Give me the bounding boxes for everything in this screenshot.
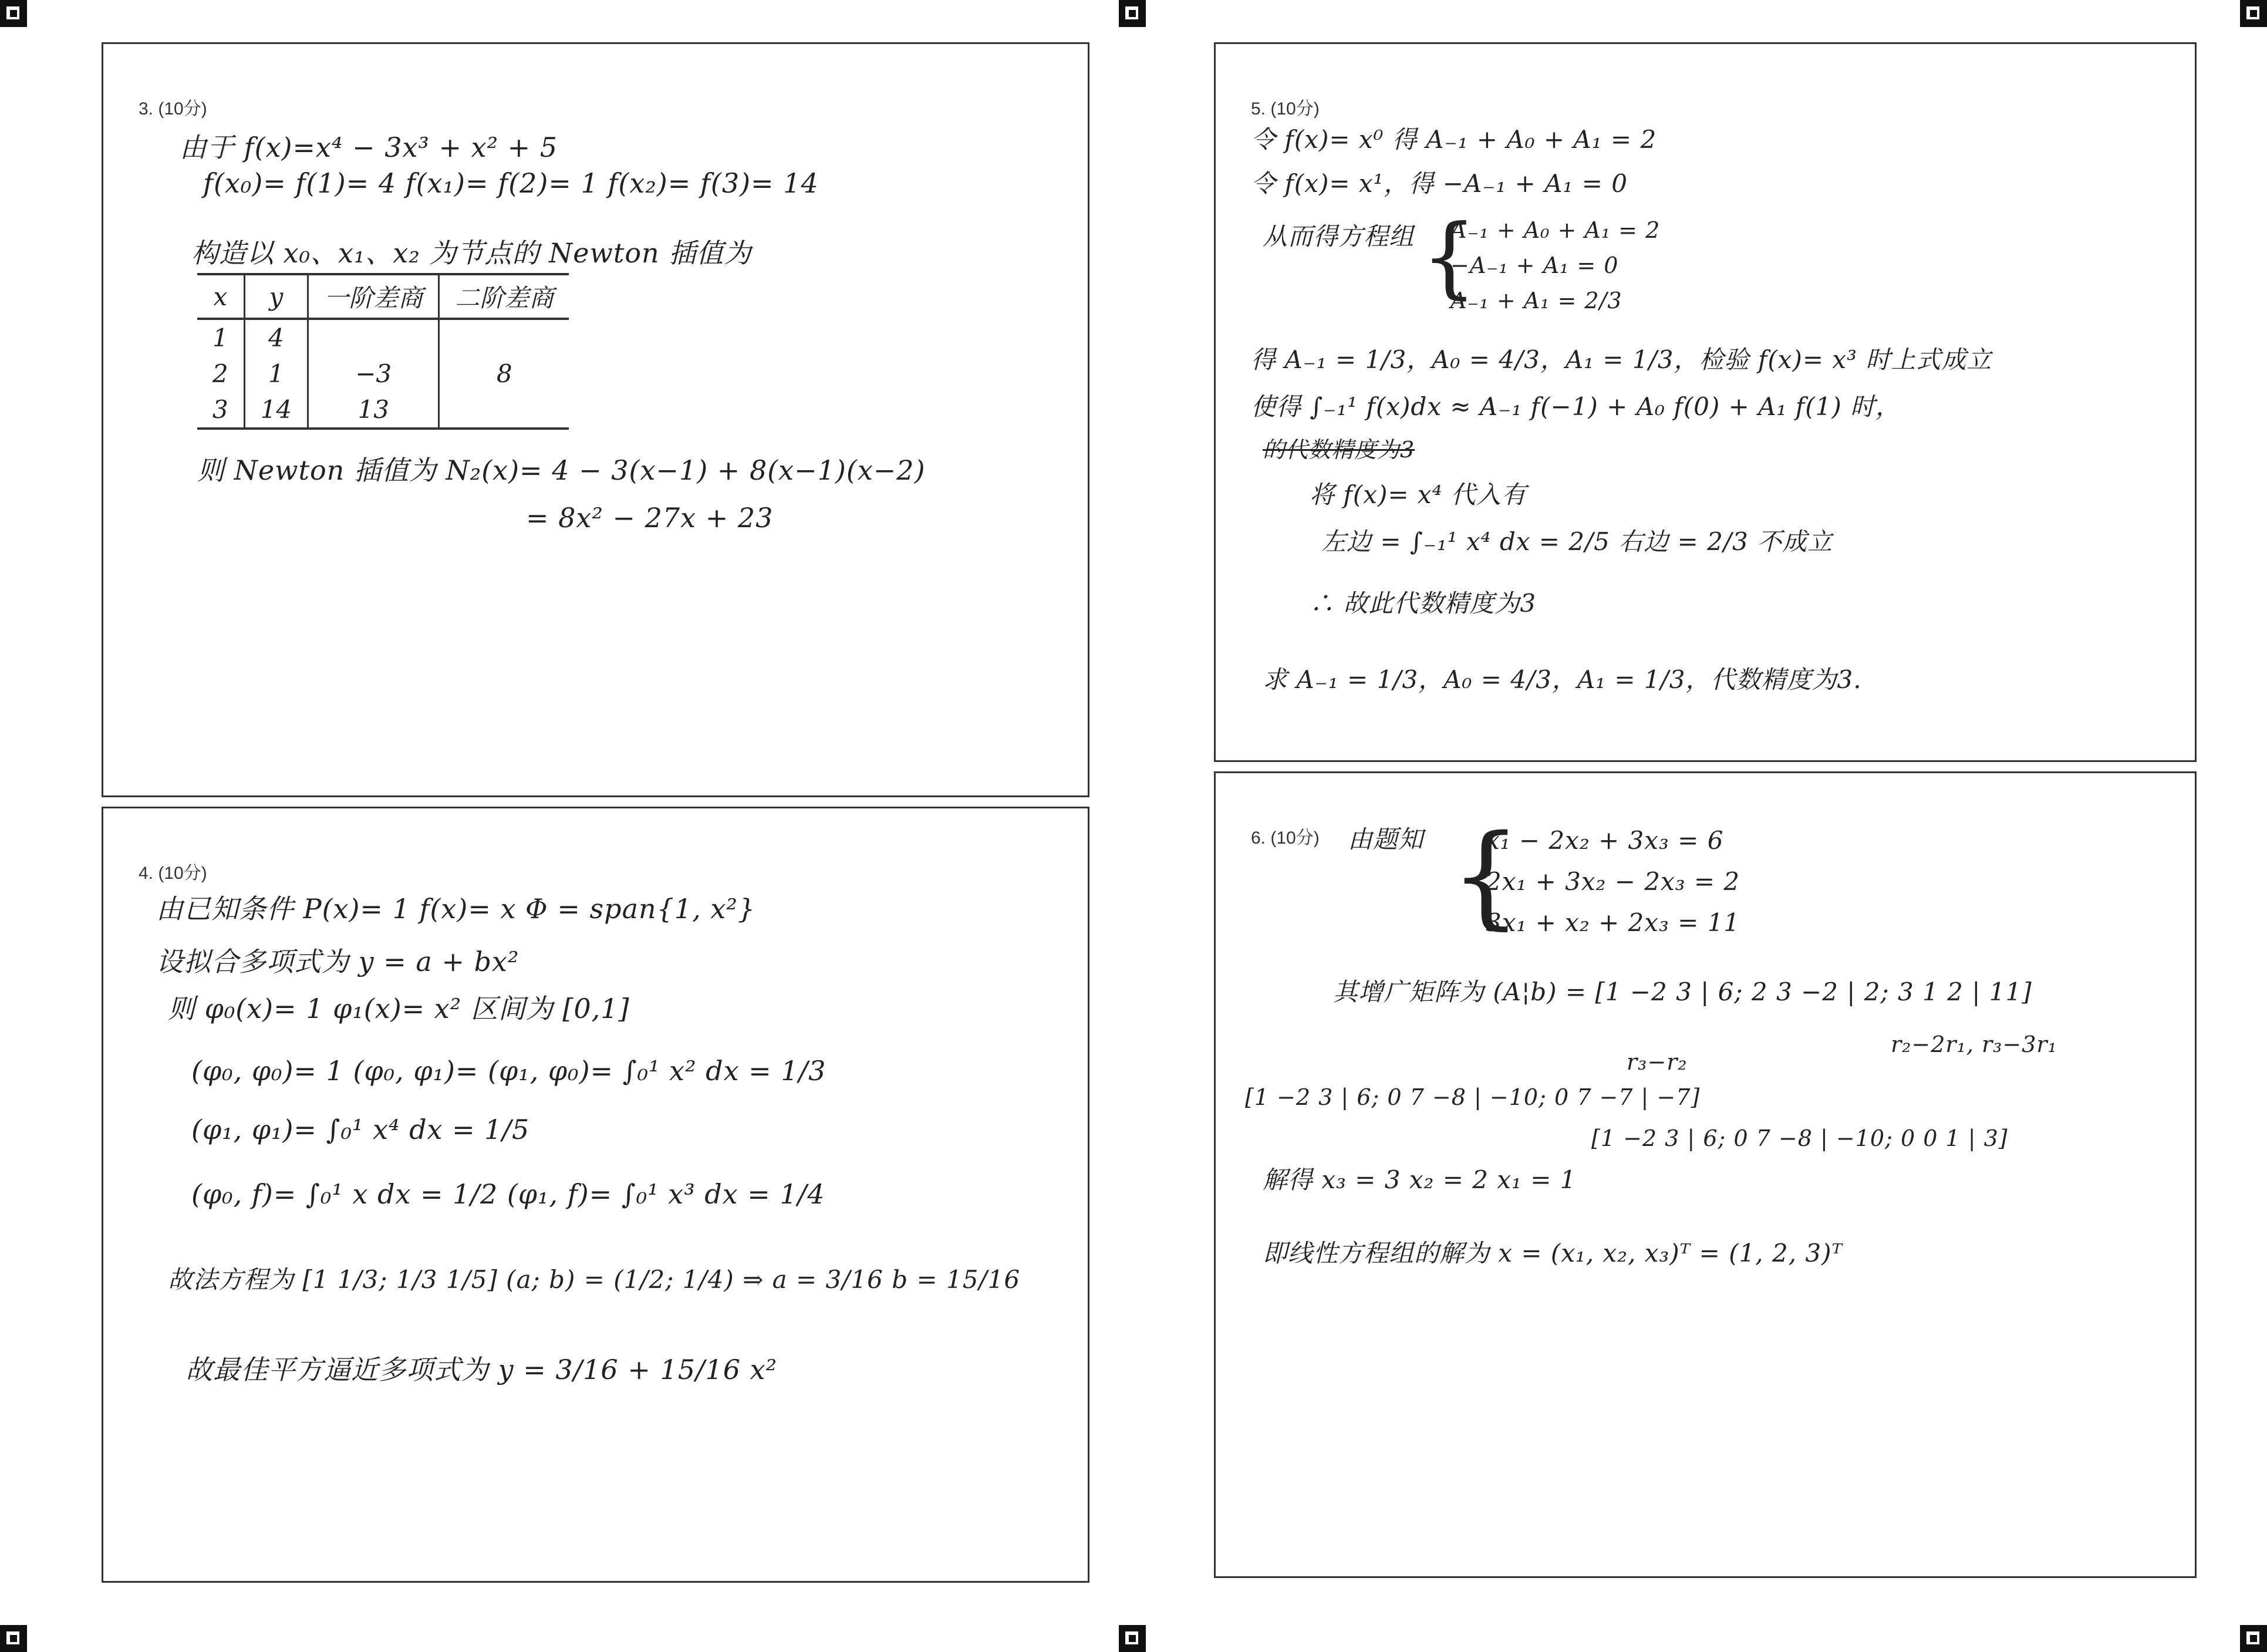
table-cell: 4 <box>244 319 308 356</box>
table-cell: 2 <box>197 356 244 392</box>
handwritten-line: 求 A₋₁ = 1/3，A₀ = 4/3，A₁ = 1/3，代数精度为3. <box>1263 665 1862 694</box>
question-label: 3. (10分) <box>139 99 207 119</box>
corner-marker-bottom-right <box>2240 1625 2267 1652</box>
handwritten-line: 3x₁ + x₂ + 2x₃ = 11 <box>1486 908 1740 937</box>
table-cell: 14 <box>244 392 308 429</box>
table-row <box>197 319 569 356</box>
table-row <box>197 392 569 429</box>
handwritten-line: x₁ − 2x₂ + 3x₃ = 6 <box>1486 826 1724 855</box>
handwritten-line: 故最佳平方逼近多项式为 y = 3/16 + 15/16 x² <box>185 1354 778 1385</box>
answer-panel-q5 <box>1214 42 2197 762</box>
corner-marker-top-right <box>2240 0 2267 27</box>
table-cell: −3 <box>308 356 439 392</box>
handwritten-line: 则 Newton 插值为 N₂(x)= 4 − 3(x−1) + 8(x−1)(x−2) <box>197 454 926 486</box>
handwritten-line: 由已知条件 P(x)= 1 f(x)= x Φ = span{1, x²} <box>156 893 756 925</box>
row-operation: r₃−r₂ <box>1627 1049 1688 1075</box>
handwritten-line: 其增广矩阵为 (A¦b) = [1 −2 3 | 6; 2 3 −2 | 2; 3 1 2 | 11] <box>1333 977 2032 1006</box>
corner-marker-bottom-center <box>1119 1625 1146 1652</box>
handwritten-line: A₋₁ + A₀ + A₁ = 2 <box>1450 217 1661 243</box>
handwritten-line: 设拟合多项式为 y = a + bx² <box>156 946 519 977</box>
divided-difference-table <box>197 273 569 430</box>
table-cell: 13 <box>308 392 439 429</box>
corner-marker-top-left <box>0 0 27 27</box>
handwritten-line: 解得 x₃ = 3 x₂ = 2 x₁ = 1 <box>1263 1165 1577 1194</box>
handwritten-line: 故法方程为 [1 1/3; 1/3 1/5] (a; b) = (1/2; 1/4) ⇒ a = 3/16 b = 15/16 <box>168 1265 1021 1294</box>
system-brace: { <box>1450 811 1522 940</box>
handwritten-line: −A₋₁ + A₁ = 0 <box>1450 252 1619 278</box>
handwritten-line: 由于 f(x)=x⁴ − 3x³ + x² + 5 <box>180 132 558 163</box>
handwritten-line: 由题知 <box>1348 825 1424 854</box>
handwritten-line: 使得 ∫₋₁¹ f(x)dx ≈ A₋₁ f(−1) + A₀ f(0) + A₁ f(1) 时， <box>1251 392 1901 421</box>
table-cell: 1 <box>197 319 244 356</box>
corner-marker-top-center <box>1119 0 1146 27</box>
handwritten-line: 构造以 x₀、x₁、x₂ 为节点的 Newton 插值为 <box>191 237 752 269</box>
table-cell <box>439 392 569 429</box>
answer-panel-q3 <box>102 42 1089 797</box>
answer-panel-q4 <box>102 807 1089 1583</box>
table-cell: 8 <box>496 359 512 388</box>
handwritten-line: f(x₀)= f(1)= 4 f(x₁)= f(2)= 1 f(x₂)= f(3)= 14 <box>203 167 819 199</box>
question-label: 6. (10分) <box>1251 828 1320 848</box>
table-row <box>197 356 569 392</box>
question-label: 5. (10分) <box>1251 99 1320 119</box>
table-header: 一阶差商 <box>308 274 439 319</box>
handwritten-line: (φ₀, f)= ∫₀¹ x dx = 1/2 (φ₁, f)= ∫₀¹ x³ dx = 1/4 <box>191 1178 825 1210</box>
table-header: y <box>244 274 308 319</box>
handwritten-line: = 8x² − 27x + 23 <box>526 502 774 534</box>
handwritten-line: 得 A₋₁ = 1/3，A₀ = 4/3，A₁ = 1/3，检验 f(x)= x³ 时上式成立 <box>1251 345 1992 374</box>
question-label: 4. (10分) <box>139 864 207 883</box>
matrix-step: [1 −2 3 | 6; 0 7 −8 | −10; 0 0 1 | 3] <box>1591 1125 2008 1151</box>
handwritten-line: 将 f(x)= x⁴ 代入有 <box>1310 480 1527 509</box>
handwritten-line: 的代数精度为3 <box>1263 437 1415 463</box>
handwritten-line: 左边 = ∫₋₁¹ x⁴ dx = 2/5 右边 = 2/3 不成立 <box>1321 527 1833 556</box>
table-header: 二阶差商 <box>439 274 569 319</box>
table-cell <box>308 319 439 356</box>
handwritten-line: 从而得方程组 <box>1263 222 1415 251</box>
handwritten-line: ∴ 故此代数精度为3 <box>1310 589 1537 618</box>
system-brace: { <box>1421 206 1477 308</box>
handwritten-line: 则 φ₀(x)= 1 φ₁(x)= x² 区间为 [0,1] <box>168 993 630 1024</box>
handwritten-line: (φ₁, φ₁)= ∫₀¹ x⁴ dx = 1/5 <box>191 1114 530 1145</box>
handwritten-line: 即线性方程组的解为 x = (x₁, x₂, x₃)ᵀ = (1, 2, 3)ᵀ <box>1263 1239 1843 1267</box>
handwritten-line: A₋₁ + A₁ = 2/3 <box>1450 288 1622 313</box>
table-header: x <box>197 274 244 319</box>
row-operation: r₂−2r₁, r₃−3r₁ <box>1891 1031 2057 1057</box>
handwritten-line: 2x₁ + 3x₂ − 2x₃ = 2 <box>1486 867 1740 896</box>
handwritten-line: (φ₀, φ₀)= 1 (φ₀, φ₁)= (φ₁, φ₀)= ∫₀¹ x² dx = 1/3 <box>191 1055 826 1087</box>
table-cell: 1 <box>244 356 308 392</box>
handwritten-line: 令 f(x)= x¹，得 −A₋₁ + A₁ = 0 <box>1251 169 1628 198</box>
table-cell <box>439 319 569 356</box>
answer-panel-q6 <box>1214 771 2197 1578</box>
matrix-step: [1 −2 3 | 6; 0 7 −8 | −10; 0 7 −7 | −7] <box>1245 1084 1701 1110</box>
table-cell: 3 <box>197 392 244 429</box>
handwritten-line: 令 f(x)= x⁰ 得 A₋₁ + A₀ + A₁ = 2 <box>1251 125 1657 154</box>
corner-marker-bottom-left <box>0 1625 27 1652</box>
